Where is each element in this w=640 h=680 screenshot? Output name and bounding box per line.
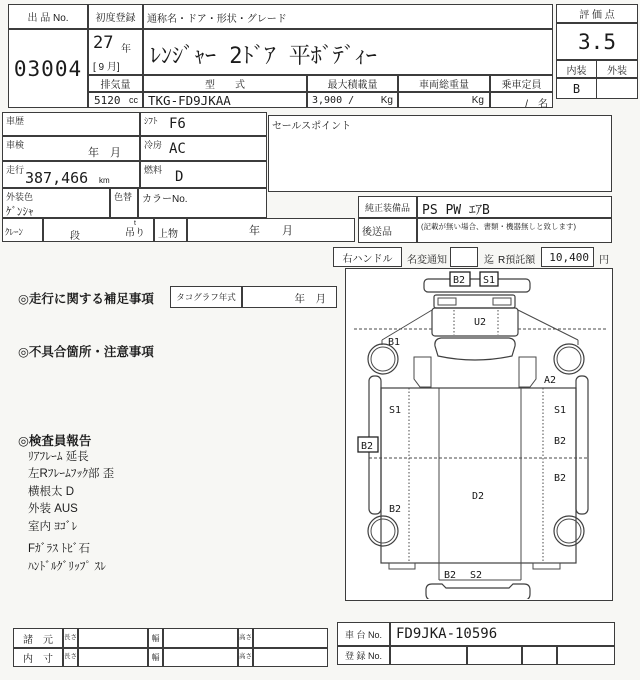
displacement-value: 5120 [94,94,121,107]
chassis-no-label: 車 台 No. [337,622,390,646]
payload-value: 3,900 / [312,95,355,106]
gross-weight-header: 車両総重量 [398,75,490,92]
vehicle-name-header: 通称名・ドア・形状・グレード [147,14,287,25]
vehicle-name-header-cell [143,4,553,29]
crane-t: t [134,220,136,227]
lot-no-value: 03004 [8,29,88,108]
inner-length-header: 長さ [63,648,78,667]
cab-face [434,295,515,308]
later-items-note: (記載が無い場合、書類・機器無しと致します) [421,222,576,231]
history-label: 車歴 [6,116,25,126]
capacity-cell [490,92,553,108]
inspector-heading: ◎検査員報告 [18,434,92,448]
tacho-cell [242,286,337,308]
handle-badge: 右ハンドル [333,247,402,267]
reg-no-cell-4 [557,646,615,665]
body-type-label: 上物 [158,229,178,240]
inner-width-header: 幅 [148,648,163,667]
body-type-cell [154,218,187,242]
reg-no-label: 登 録 No. [337,646,390,665]
cab-vent-left [438,298,456,305]
inspector-note: 横根太 D [28,486,74,498]
damage-mark: A2 [544,375,557,386]
reg-no-cell-1 [390,646,467,665]
model-header: 型 式 [143,75,307,92]
crane-cell [2,218,43,242]
inspector-note: ﾘｱﾌﾚｰﾑ 延長 [28,451,89,463]
displacement-unit: cc [129,95,138,105]
inspector-note: ﾊﾝﾄﾞﾙｸﾞﾘｯﾌﾟ ｽﾚ [28,561,106,573]
aircon-value: AC [169,141,186,157]
first-reg-month: [ 9 月] [93,62,120,73]
spec-width-value [163,628,238,648]
later-items-cell [358,218,417,243]
mileage-note-heading: ◎走行に関する補足事項 [18,292,154,306]
damage-mark: S1 [554,405,567,416]
damage-mark: S1 [389,405,402,416]
damage-mark: B2 [389,504,402,515]
score-header: 評 価 点 [556,4,638,23]
step-right [519,357,536,387]
rear-right-wheel-inner [557,519,581,543]
color-no-label: カラーNo. [142,194,188,205]
damage-mark: B2 [453,275,466,286]
made-label: 迄 [484,255,494,266]
crane-label: ｸﾚｰﾝ [5,227,24,237]
spec-width-header: 幅 [148,628,163,648]
bed-panel-lines [439,388,521,563]
chassis-no-cell [390,622,615,646]
cargo-bed [381,388,576,563]
inspection-cell [2,136,140,161]
front-right-wheel [554,344,584,374]
inspector-note: Fｶﾞﾗｽ ﾄﾋﾞ石 [28,543,90,555]
model-value: TKG-FD9JKAA [148,93,231,108]
vehicle-name-value: ﾚﾝｼﾞｬｰ 2ﾄﾞｱ 平ﾎﾞﾃﾞｨｰ [150,44,377,69]
deposit-box [541,247,594,267]
front-left-wheel-inner [371,347,395,371]
damage-mark: B2 [554,436,567,447]
windshield [435,338,515,360]
truck-diagram [346,269,611,599]
crane-lift-unit [125,220,145,239]
recolor-cell [110,188,138,218]
inner-length-value [78,648,148,667]
fuel-cell [140,161,267,188]
inspection-value: 年 月 [88,147,121,159]
cab-vent-right [493,298,511,305]
deposit-value: 10,400 [549,251,589,264]
spec-length-value [78,628,148,648]
damage-mark: U2 [474,317,487,328]
exterior-color-cell [2,188,110,218]
model-cell [143,92,307,108]
front-bumper [424,279,530,292]
fuel-label: 燃料 [144,165,163,175]
displacement-header: 排気量 [88,75,143,92]
damage-mark: B2 [361,441,374,452]
inspection-label: 車検 [6,140,25,150]
spec-height-value [253,628,328,648]
mud-flap-right [533,563,560,569]
mileage-unit: km [99,176,110,185]
exterior-value [596,78,638,99]
payload-cell [307,92,398,108]
tacho-value: 年 月 [294,293,326,305]
first-reg-year-number: 27 [93,33,114,53]
body-year-cell: 年 月 [187,218,355,242]
inspector-note: 外装 AUS [28,503,78,515]
damage-mark: S1 [483,275,496,286]
later-items-label: 後送品 [362,227,392,238]
capacity-value: / 名 [525,99,548,110]
payload-unit: Kg [380,95,393,106]
rename-notice-box [450,247,478,267]
inner-row-label: 内 寸 [13,648,63,667]
damage-diagram-box [345,268,613,601]
first-reg-year-suffix: 年 [121,44,131,55]
fuel-value: D [175,169,184,185]
spec-length-header: 長さ [63,628,78,648]
rear-left-wheel [368,516,398,546]
exterior-color-label: 外装色 [6,192,34,202]
mileage-label: 走行 [6,165,25,175]
exterior-header: 外装 [596,60,638,78]
inner-height-value [253,648,328,667]
spec-height-header: 高さ [238,628,253,648]
aircon-cell [140,136,267,161]
step-left [414,357,431,387]
rear-right-wheel [554,516,584,546]
aircon-label: 冷房 [144,140,163,150]
reg-no-cell-3 [522,646,557,665]
rename-notice-label: 名変通知 [407,255,447,266]
interior-value: B [556,78,597,99]
later-items-note-cell [417,218,612,243]
reg-no-cell-2 [467,646,522,665]
mileage-cell [2,161,140,188]
damage-mark: D2 [472,491,485,502]
spec-row-label: 諸 元 [13,628,63,648]
rear-left-wheel-inner [371,519,395,543]
lot-no-header: 出 品 No. [8,4,88,29]
mileage-value: 387,466 [25,169,89,187]
front-left-wheel [368,344,398,374]
rear-bumper [426,584,530,599]
history-cell [2,112,140,136]
front-right-wheel-inner [557,347,581,371]
first-reg-header: 初度登録 [88,4,143,29]
recolor-label: 色替 [114,192,133,202]
yen-label: 円 [599,255,609,266]
damage-mark: B2 [554,473,567,484]
shift-label: ｼﾌﾄ [144,116,158,126]
sales-point-box [268,115,612,192]
interior-header: 内装 [556,60,597,78]
first-reg-value [88,29,143,75]
inspector-note: 室内 ﾖｺﾞﾚ [28,521,78,533]
mud-flap-left [389,563,415,569]
equipment-label: 純正装備品 [358,196,417,218]
score-value: 3.5 [556,23,638,60]
side-gate-right [576,376,588,514]
damage-mark: B1 [388,337,401,348]
chassis-no-value: FD9JKA-10596 [396,626,498,642]
inner-height-header: 高さ [238,648,253,667]
displacement-cell [88,92,143,108]
deposit-label: R預託額 [498,255,536,266]
damage-mark: B2 [444,570,457,581]
crane-stage-label: 段 [70,231,80,242]
equipment-value: PS PW ｴｱB [422,203,490,218]
sales-point-label: セールスポイント [272,121,352,132]
tacho-label: タコグラフ年式 [170,286,242,308]
color-no-cell [138,188,267,218]
inspector-note: 左Rﾌﾚｰﾑﾌｯｸ部 歪 [28,468,115,480]
vehicle-name-cell [143,29,553,75]
crane-lift-label: 吊り [125,227,145,239]
shift-value: F6 [169,116,186,132]
shift-cell [140,112,267,136]
gross-weight-unit: Kg [471,95,484,106]
exterior-color-value: ｹﾞﾝｼｬ [6,206,34,218]
gross-weight-cell [398,92,490,108]
capacity-header: 乗車定員 [490,75,553,92]
payload-header: 最大積載量 [307,75,398,92]
damage-mark: S2 [470,570,483,581]
equipment-cell [417,196,612,218]
defects-heading: ◎不具合箇所・注意事項 [18,345,154,359]
crane-stage-cell [43,218,154,242]
fender-edge-right [518,310,578,345]
inner-width-value [163,648,238,667]
